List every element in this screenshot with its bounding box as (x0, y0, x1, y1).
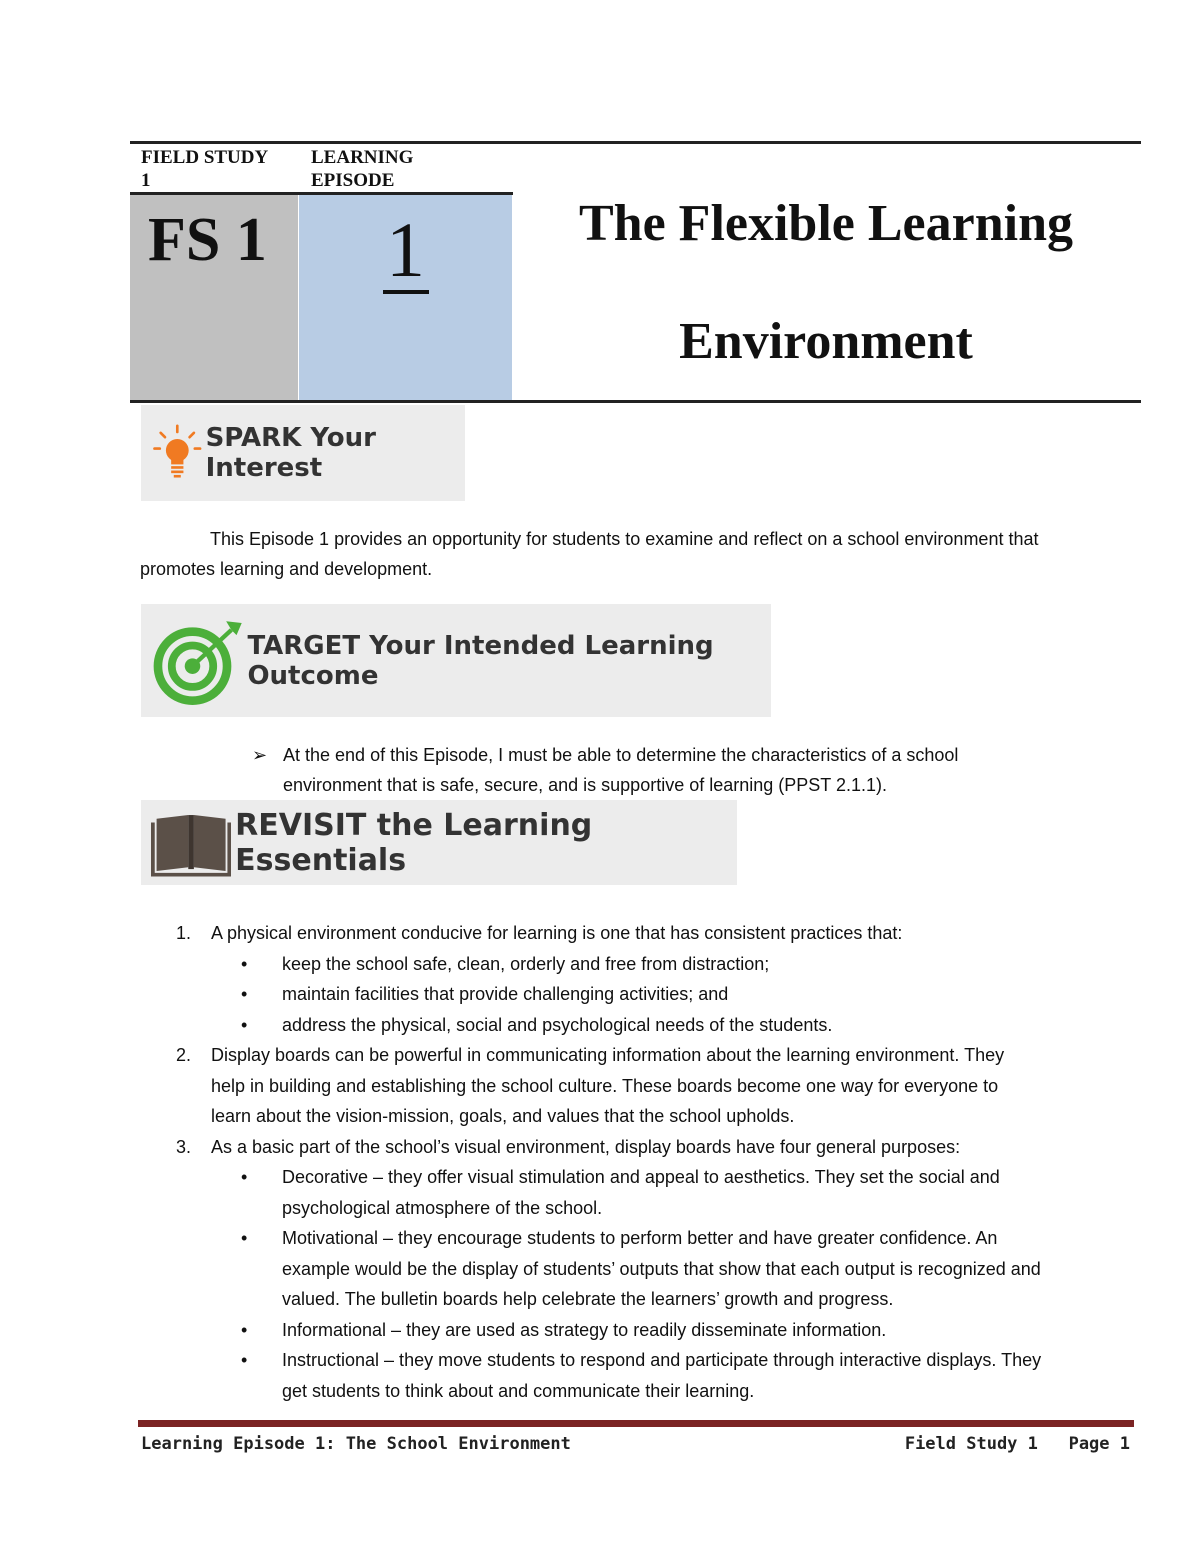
sub-list-item: • Instructional – they move students to respond and participate through interactive displays. They get students to think about and communicate their learning. (241, 1350, 1042, 1401)
header-top-rule (130, 141, 1141, 144)
target-icon (145, 611, 243, 711)
target-banner-text: TARGET Your Intended Learning Outcome (247, 630, 714, 691)
footer-page-info: Field Study 1 Page 1 (904, 1434, 1130, 1454)
revisit-banner-text: REVISIT the Learning Essentials (235, 807, 593, 878)
sub-list-item: • Informational – they are used as strategy to readily disseminate information. (241, 1319, 887, 1340)
revisit-banner (141, 800, 737, 885)
list-item: 2. Display boards can be powerful in communicating information about the learning environment. They help in building and establishing the school culture. These boards become one way for everyone to learn about the vision-mission, goals, and values that the school upholds. (176, 1045, 1005, 1126)
spark-paragraph: This Episode 1 provides an opportunity for students to examine and reflect on a school environment that promotes learning and development. (140, 529, 1039, 579)
header-bottom-rule (130, 400, 1141, 403)
list-item: 1. A physical environment conducive for learning is one that has consistent practices that: (176, 923, 903, 943)
sub-list-item: • maintain facilities that provide challenging activities; and (241, 984, 729, 1004)
essentials-list (141, 918, 1141, 1406)
target-banner (141, 604, 771, 717)
field-study-label: FIELD STUDY 1 (141, 147, 269, 191)
spark-banner (141, 405, 465, 501)
book-icon (151, 807, 231, 879)
sub-list-item: • keep the school safe, clean, orderly and free from distraction; (241, 953, 770, 974)
lightbulb-icon (151, 418, 204, 488)
target-bullet: ➢ At the end of this Episode, I must be able to determine the characteristics of a school environment that is safe, secure, and is supportive of learning (PPST 2.1.1). (252, 740, 1112, 800)
arrow-bullet-icon: ➢ (252, 745, 268, 765)
footer-rule (138, 1420, 1134, 1427)
sub-list-item: • Decorative – they offer visual stimulation and appeal to aesthetics. They set the social and psychological atmosphere of the school. (241, 1167, 1000, 1218)
sub-list-item: • Motivational – they encourage students to perform better and have greater confidence. An example would be the display of students’ outputs that show that each output is recognized and valued. The bulletin boards help celebrate the learners’ growth and progress. (241, 1228, 1041, 1309)
fs-code: FS 1 (148, 206, 267, 274)
page-title: The Flexible Learning Environment (579, 195, 1073, 370)
footer-episode-title: Learning Episode 1: The School Environment (141, 1434, 571, 1454)
spark-banner-text: SPARK Your Interest (205, 423, 376, 483)
list-item: 3. As a basic part of the school’s visual environment, display boards have four general purposes: (176, 1136, 961, 1157)
episode-number: 1 (299, 205, 512, 295)
learning-episode-label: LEARNING EPISODE (311, 147, 414, 191)
sub-list-item: • address the physical, social and psychological needs of the students. (241, 1014, 833, 1035)
